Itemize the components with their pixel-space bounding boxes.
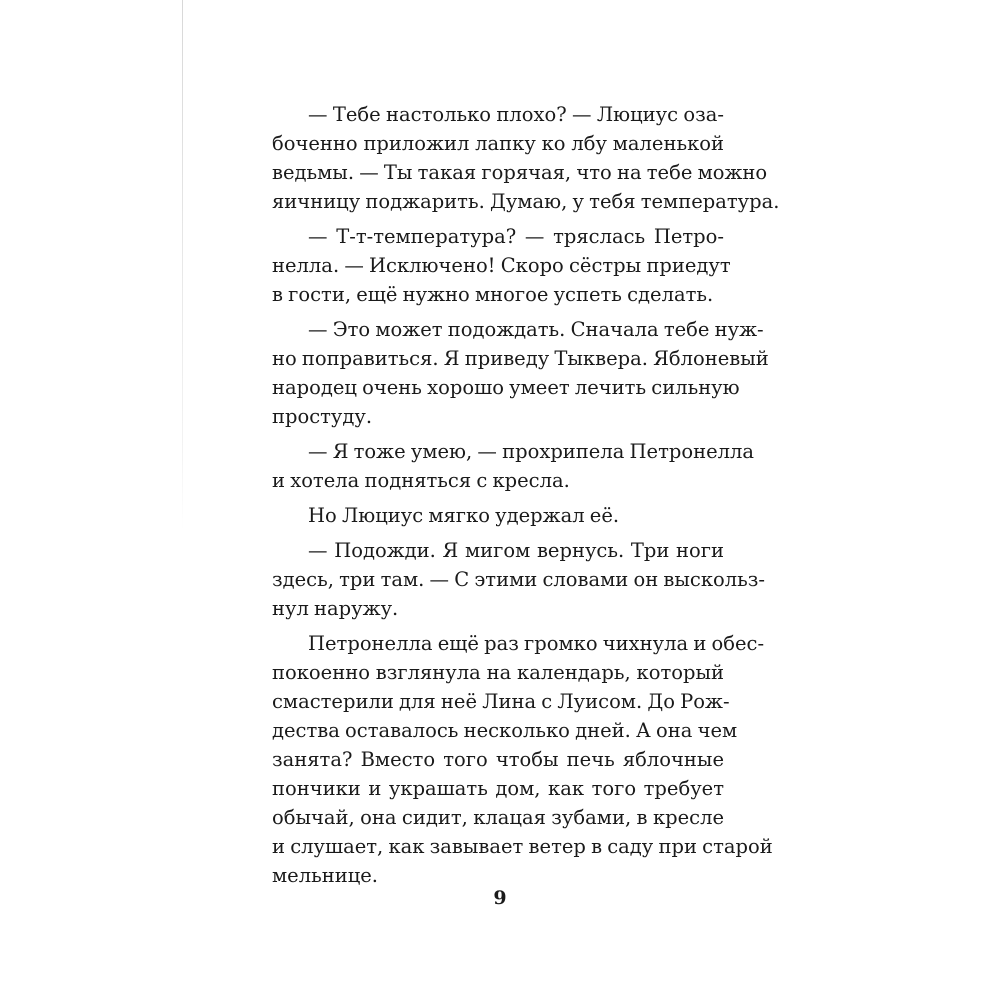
paragraph (272, 222, 731, 309)
paragraph (272, 501, 724, 530)
body-text (272, 100, 780, 896)
text-line: Петронелла ещё раз громко чихнула и обес- (308, 632, 765, 655)
text-line: — Т-т-температура? — тряслась Петро- (308, 225, 724, 248)
text-line: Но Люциус мягко удержал её. (308, 504, 620, 527)
paragraph (272, 437, 755, 495)
text-line: но поправиться. Я приведу Тыквера. Яблоневый (272, 347, 769, 370)
text-line: и хотела подняться с кресла. (272, 469, 570, 492)
paragraph (272, 629, 773, 890)
text-line: занята? Вместо того чтобы печь яблочные (272, 748, 724, 771)
text-line: в гости, ещё нужно многое успеть сделать. (272, 283, 714, 306)
text-line: — Подожди. Я мигом вернусь. Три ноги (308, 539, 724, 562)
paragraph (272, 315, 769, 431)
page-number: 9 (493, 887, 507, 909)
text-line: боченно приложил лапку ко лбу маленькой (272, 132, 724, 155)
text-line: народец очень хорошо умеет лечить сильную (272, 376, 740, 399)
text-line: здесь, три там. — С этими словами он выскольз- (272, 568, 765, 591)
text-line: яичницу поджарить. Думаю, у тебя температура. (272, 190, 780, 213)
text-line: дества оставалось несколько дней. А она чем (272, 719, 738, 742)
text-line: нелла. — Исключено! Скоро сёстры приедут (272, 254, 731, 277)
text-line: простуду. (272, 405, 373, 428)
text-line: — Это может подождать. Сначала тебе нуж- (308, 318, 764, 341)
paragraph (272, 536, 765, 623)
text-line: обычай, она сидит, клацая зубами, в кресле (272, 806, 724, 829)
text-line: — Тебе настолько плохо? — Люциус оза- (308, 103, 724, 126)
text-line: ведьмы. — Ты такая горячая, что на тебе можно (272, 161, 768, 184)
text-line: и слушает, как завывает ветер в саду при старой (272, 835, 773, 858)
paragraph (272, 100, 780, 216)
text-line: смастерили для неё Лина с Луисом. До Рож- (272, 690, 730, 713)
text-line: мельнице. (272, 864, 378, 887)
text-line: нул наружу. (272, 597, 399, 620)
text-line: — Я тоже умею, — прохрипела Петронелла (308, 440, 755, 463)
text-line: покоенно взглянула на календарь, который (272, 661, 724, 684)
page-gutter-shadow (182, 0, 183, 530)
text-line: пончики и украшать дом, как того требует (272, 777, 724, 800)
